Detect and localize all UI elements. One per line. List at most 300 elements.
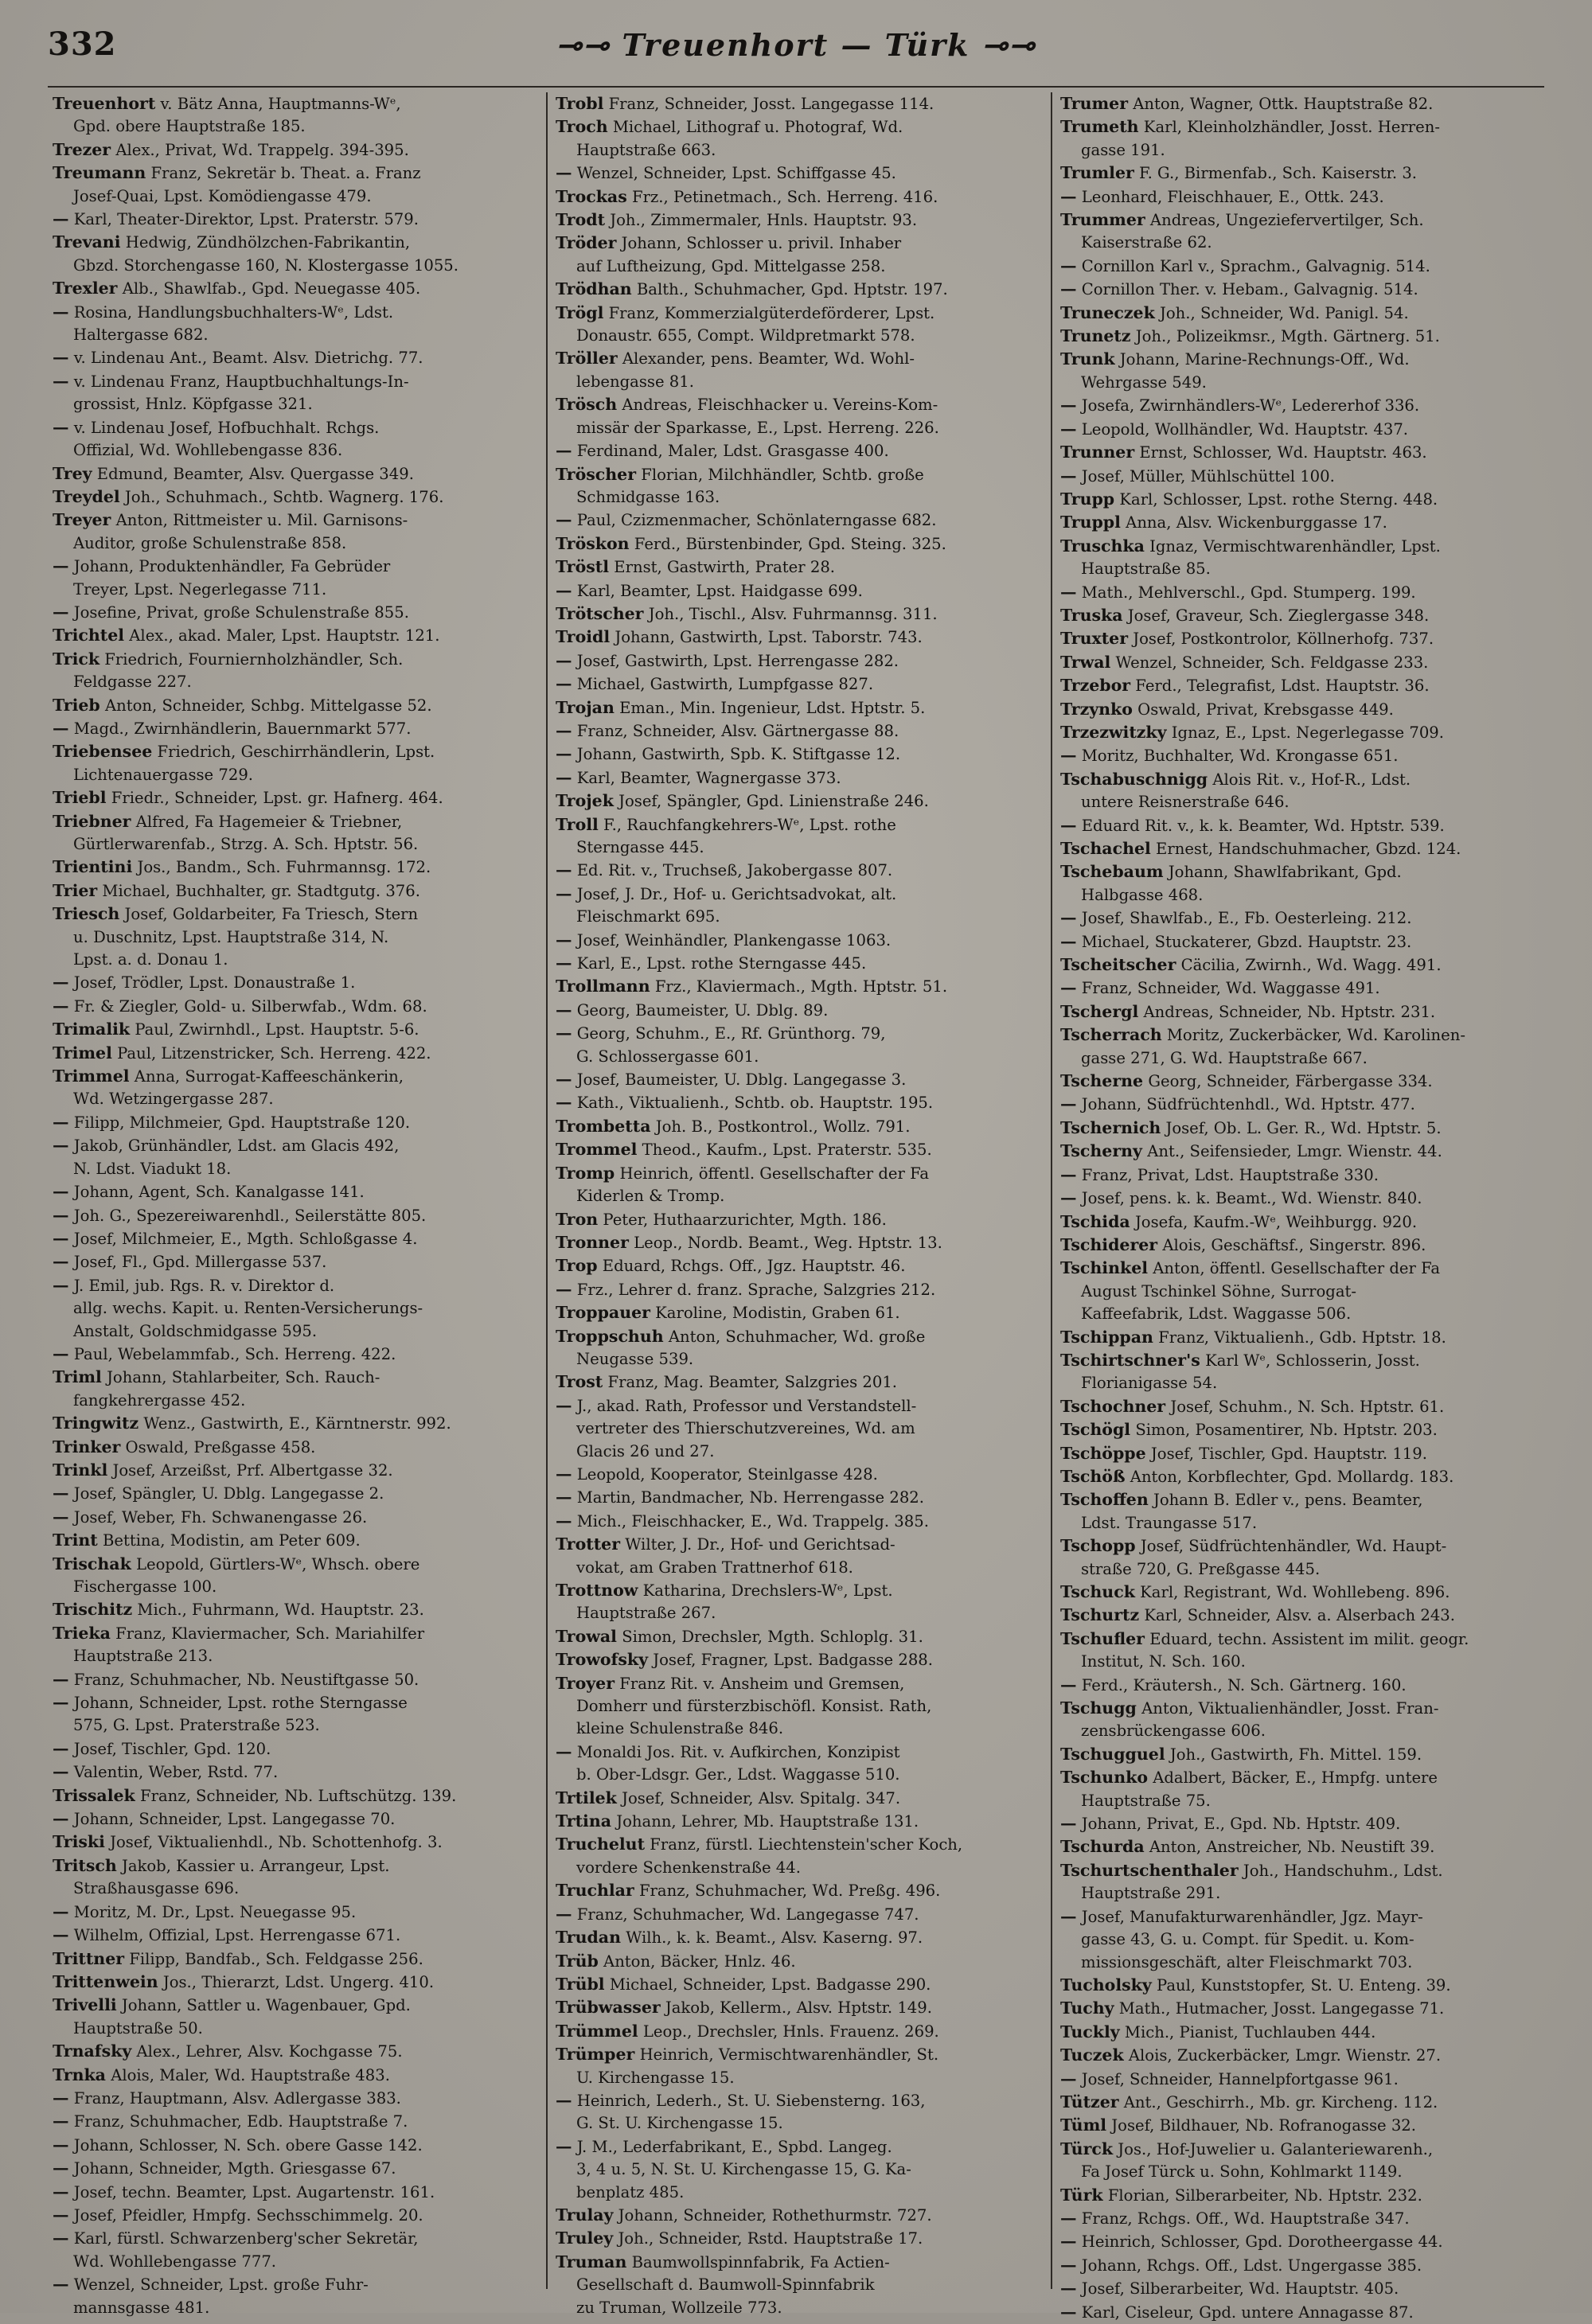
entry-surname: Trumeth — [1060, 117, 1139, 137]
directory-entry-line — [1060, 488, 1549, 511]
entry-text: Joh., Gastwirth, Fh. Mittel. 159. — [1165, 1745, 1422, 1764]
directory-entry-line — [53, 1878, 540, 1900]
directory-entry-line — [1060, 2138, 1549, 2161]
entry-surname: — — [556, 1488, 572, 1507]
entry-text: Franz, Hauptmann, Alsv. Adlergasse 383. — [68, 2088, 401, 2108]
entry-text: Franz, Schuhmacher, Nb. Neustiftgasse 50. — [68, 1670, 419, 1689]
directory-entry-line — [556, 2204, 1044, 2227]
entry-surname: Trumer — [1060, 94, 1129, 113]
entry-text: Filipp, Milchmeier, Gpd. Hauptstraße 120. — [68, 1113, 411, 1132]
entry-surname: Trint — [53, 1530, 98, 1550]
entry-surname: Truxter — [1060, 629, 1129, 649]
directory-entry-line — [53, 2110, 540, 2133]
directory-entry-line — [1060, 278, 1549, 301]
entry-surname: — — [1060, 2232, 1077, 2252]
entry-surname: Truschka — [1060, 536, 1145, 556]
entry-text: Michael, Lithograf u. Photograf, Wd. — [607, 118, 903, 137]
entry-text: Leop., Drechsler, Hnls. Frauenz. 269. — [638, 2022, 939, 2041]
directory-entry-line — [1060, 1812, 1549, 1835]
directory-entry-line — [1060, 1117, 1549, 1140]
entry-surname: Trübwasser — [556, 1998, 661, 2018]
entry-surname: Tschabuschnigg — [1060, 769, 1208, 789]
entry-text: Jos., Thierarzt, Ldst. Ungerg. 410. — [158, 1972, 435, 1991]
entry-text: Moritz, Buchhalter, Wd. Krongasse 651. — [1076, 747, 1399, 766]
directory-entry-line — [556, 1022, 1044, 1045]
directory-entry-line — [1060, 1093, 1549, 1116]
entry-surname: Trzebor — [1060, 676, 1131, 696]
entry-text: Anton, öffentl. Gesellschafter der Fa — [1148, 1259, 1441, 1278]
entry-text: Andreas, Schneider, Nb. Hptstr. 231. — [1138, 1002, 1436, 1021]
entry-text: Cäcilia, Zwirnh., Wd. Wagg. 491. — [1176, 956, 1442, 975]
directory-entry-line — [1060, 162, 1549, 185]
entry-text: G. Schlossergasse 601. — [576, 1047, 759, 1066]
entry-text: Ernst, Gastwirth, Prater 28. — [609, 558, 836, 577]
entry-surname: — — [53, 371, 69, 391]
directory-entry-line — [53, 1366, 540, 1389]
directory-entry-line — [1060, 1303, 1549, 1325]
entry-text: vordere Schenkenstraße 44. — [576, 1858, 801, 1877]
entry-surname: — — [556, 744, 572, 764]
entry-text: Josef, Weber, Fh. Schwanengasse 26. — [68, 1507, 368, 1527]
entry-text: Anna, Surrogat-Kaffeeschänkerin, — [129, 1067, 404, 1086]
entry-surname: Trotter — [556, 1534, 621, 1554]
entry-text: Monaldi Jos. Rit. v. Aufkirchen, Konzipist — [572, 1742, 900, 1761]
directory-entry-line — [1060, 744, 1549, 767]
entry-text: Johann, Schneider, Lpst. rothe Sterngasse — [68, 1694, 408, 1713]
directory-entry-line — [556, 743, 1044, 766]
entry-surname: — — [53, 2205, 69, 2225]
entry-text: Florian, Silberarbeiter, Nb. Hptstr. 232. — [1102, 2186, 1422, 2205]
directory-entry-line — [556, 509, 1044, 532]
entry-text: Heinrich, Schlosser, Gpd. Dorotheergasse 44. — [1076, 2232, 1443, 2252]
directory-entry-line — [53, 1645, 540, 1667]
entry-surname: — — [1060, 1814, 1077, 1834]
directory-entry-line — [556, 1973, 1044, 1996]
entry-text: Johann, Schneider, Rothethurmstr. 727. — [613, 2205, 932, 2225]
directory-entry-line — [53, 2064, 540, 2087]
entry-text: Anton, Schneider, Schbg. Mittelgasse 52. — [100, 696, 432, 715]
entry-text: Karl Wᵉ, Schlosserin, Josst. — [1200, 1351, 1420, 1370]
directory-entry-line — [556, 2158, 1044, 2181]
entry-text: Anna, Alsv. Wickenburggasse 17. — [1120, 513, 1387, 532]
directory-entry-line — [556, 325, 1044, 347]
entry-text: Hauptstraße 291. — [1081, 1884, 1221, 1903]
directory-entry-line — [1060, 2044, 1549, 2067]
entry-surname: Trödhan — [556, 279, 632, 299]
directory-entry-line — [1060, 92, 1549, 115]
directory-entry-line — [53, 624, 540, 647]
entry-surname: — — [556, 1000, 572, 1020]
entry-text: Anstalt, Goldschmidgasse 595. — [73, 1321, 318, 1340]
entry-surname: — — [53, 2182, 69, 2201]
directory-entry-line — [556, 836, 1044, 859]
entry-surname: — — [53, 2228, 69, 2248]
directory-entry-line — [556, 1764, 1044, 1786]
directory-entry-line — [1060, 1488, 1549, 1511]
entry-text: Florian, Milchhändler, Schtb. große — [636, 465, 924, 484]
directory-entry-line — [556, 1718, 1044, 1740]
entry-surname: Trnka — [53, 2065, 106, 2084]
directory-entry-line — [1060, 1187, 1549, 1210]
entry-text: Alois, Geschäftsf., Singerstr. 896. — [1157, 1235, 1426, 1254]
directory-entry-line — [53, 1158, 540, 1180]
entry-text: Theod., Kaufm., Lpst. Praterstr. 535. — [637, 1141, 932, 1160]
entry-text: Mich., Fleischhacker, E., Wd. Trappelg. 385. — [572, 1511, 929, 1530]
entry-text: mannsgasse 481. — [73, 2298, 210, 2317]
directory-entry-line — [556, 393, 1044, 416]
entry-surname: Tröstl — [556, 557, 610, 577]
entry-surname: Tschugg — [1060, 1698, 1137, 1718]
directory-entry-line — [53, 2040, 540, 2063]
entry-surname: — — [53, 1507, 69, 1527]
column-divider — [546, 92, 548, 2289]
directory-entry-line — [556, 1417, 1044, 1440]
directory-entry-line — [1060, 2091, 1549, 2114]
entry-surname: — — [53, 209, 69, 229]
directory-entry-line — [1060, 465, 1549, 488]
entry-text: Wilhelm, Offizial, Lpst. Herrengasse 671. — [68, 1926, 401, 1945]
directory-entry-line — [556, 649, 1044, 673]
entry-surname: — — [53, 1925, 69, 1945]
directory-entry-line — [53, 1134, 540, 1157]
entry-surname: Tschugguel — [1060, 1744, 1165, 1764]
directory-entry-line — [556, 696, 1044, 719]
directory-entry-line — [53, 1180, 540, 1203]
directory-entry-line — [1060, 2161, 1549, 2183]
entry-surname: Triebl — [53, 788, 107, 808]
entry-text: Ldst. Traungasse 517. — [1081, 1513, 1258, 1532]
entry-text: Moritz, Zuckerbäcker, Wd. Karolinen- — [1161, 1026, 1465, 1045]
entry-surname: — — [556, 441, 572, 461]
entry-surname: Tschopp — [1060, 1536, 1136, 1556]
directory-entry-line — [1060, 1558, 1549, 1581]
directory-entry-line — [1060, 1372, 1549, 1394]
entry-text: Ant., Seifensieder, Lmgr. Wienstr. 44. — [1141, 1142, 1442, 1161]
entry-text: Sterngasse 445. — [576, 838, 704, 856]
entry-text: Alex., Privat, Wd. Trappelg. 394-395. — [111, 140, 409, 159]
entry-surname: — — [556, 1464, 572, 1484]
entry-surname: Tschurda — [1060, 1837, 1145, 1857]
directory-entry-line — [1060, 2230, 1549, 2253]
entry-text: Fleischmarkt 695. — [576, 907, 720, 926]
entry-surname: Troyer — [556, 1673, 615, 1693]
directory-entry-line — [1060, 674, 1549, 697]
entry-surname: Tscheitscher — [1060, 955, 1176, 975]
directory-entry-line — [1060, 1070, 1549, 1093]
directory-entry-line — [53, 833, 540, 856]
entry-text: Alois, Zuckerbäcker, Lmgr. Wienstr. 27. — [1123, 2046, 1442, 2065]
directory-entry-line — [1060, 1697, 1549, 1720]
directory-entry-line — [53, 162, 540, 185]
directory-entry-line — [1060, 511, 1549, 534]
directory-entry-line — [556, 1857, 1044, 1879]
entry-surname: — — [556, 1395, 572, 1415]
directory-entry-line — [53, 1506, 540, 1529]
directory-entry-line — [53, 740, 540, 763]
entry-text: Anton, Korbflechter, Gpd. Mollardg. 183. — [1125, 1467, 1454, 1486]
directory-entry-line — [1060, 325, 1549, 348]
entry-surname: Treyer — [53, 510, 111, 530]
directory-entry-line — [53, 1668, 540, 1691]
directory-entry-line — [1060, 115, 1549, 138]
entry-text: Karl, Beamter, Wagnergasse 373. — [572, 768, 841, 787]
entry-surname: Tröller — [556, 349, 618, 368]
entry-text: Josef, Shawlfab., E., Fb. Oesterleing. 212. — [1076, 909, 1412, 928]
entry-surname: Trulay — [556, 2205, 614, 2225]
entry-text: gasse 271, G. Wd. Hauptstraße 667. — [1081, 1048, 1368, 1067]
entry-surname: — — [1060, 931, 1077, 951]
entry-surname: — — [53, 348, 69, 368]
directory-entry-line — [556, 1996, 1044, 2019]
entry-text: Johann, Schlosser u. privil. Inhaber — [616, 234, 902, 253]
entry-text: Franz, fürstl. Liechtenstein'scher Koch, — [645, 1835, 963, 1854]
entry-text: Bettina, Modistin, am Peter 609. — [97, 1531, 361, 1550]
directory-entry-line — [556, 790, 1044, 813]
directory-entry-line — [53, 208, 540, 231]
entry-text: vokat, am Graben Trattnerhof 618. — [576, 1558, 853, 1577]
directory-entry-line — [1060, 441, 1549, 464]
entry-text: v. Lindenau Ant., Beamt. Alsv. Dietrichg. 77. — [68, 349, 423, 368]
entry-surname: Trientini — [53, 857, 133, 877]
entry-text: Johann, Rchgs. Off., Ldst. Ungergasse 385. — [1076, 2256, 1422, 2275]
directory-entry-line — [53, 115, 540, 138]
directory-entry-line — [53, 92, 540, 115]
directory-entry-line — [1060, 721, 1549, 744]
entry-text: Johann, Marine-Rechnungs-Off., Wd. — [1114, 350, 1410, 369]
entry-text: Josef, Fl., Gpd. Millergasse 537. — [68, 1253, 327, 1272]
directory-entry-line — [53, 277, 540, 300]
entry-surname: Triebner — [53, 811, 131, 831]
entry-text: Joh., Polizeikmsr., Mgth. Gärtnerg. 51. — [1130, 327, 1440, 346]
entry-surname: Tschinkel — [1060, 1258, 1149, 1278]
entry-text: Josef, Schneider, Hannelpfortgasse 961. — [1076, 2069, 1399, 2088]
directory-entry-line — [556, 1602, 1044, 1624]
directory-entry-line — [1060, 768, 1549, 791]
entry-text: Florianigasse 54. — [1081, 1374, 1218, 1393]
directory-entry-line — [53, 2297, 540, 2319]
directory-entry-line — [1060, 1211, 1549, 1234]
entry-text: Valentin, Weber, Rstd. 77. — [68, 1763, 279, 1782]
directory-entry-line — [1060, 2068, 1549, 2091]
entry-text: Josef, Postkontrolor, Köllnerhofg. 737. — [1128, 630, 1434, 649]
entry-text: Math., Mehlverschl., Gpd. Stumperg. 199. — [1076, 583, 1416, 602]
entry-surname: Triebensee — [53, 742, 153, 762]
directory-entry-line — [1060, 2207, 1549, 2230]
entry-text: Ernst, Schlosser, Wd. Hauptstr. 463. — [1134, 443, 1427, 462]
entry-surname: Türk — [1060, 2185, 1103, 2205]
entry-surname: Trimalik — [53, 1020, 131, 1039]
entry-surname: Trischak — [53, 1554, 131, 1573]
entry-text: v. Lindenau Josef, Hofbuchhalt. Rchgs. — [68, 418, 380, 437]
directory-entry-line — [556, 929, 1044, 952]
entry-text: Alexander, pens. Beamter, Wd. Wohl- — [617, 349, 915, 368]
entry-surname: Trunetz — [1060, 326, 1131, 346]
entry-text: Paul, Webelammfab., Sch. Herreng. 422. — [68, 1344, 396, 1363]
entry-surname: Trollmann — [556, 977, 650, 996]
entry-text: Franz, Schneider, Josst. Langegasse 114. — [603, 95, 935, 113]
entry-surname: Trieb — [53, 695, 100, 715]
entry-surname: — — [53, 1762, 69, 1782]
entry-text: Hauptstraße 50. — [73, 2018, 203, 2037]
entry-surname: Trier — [53, 880, 98, 900]
entry-surname: Trupp — [1060, 489, 1115, 509]
directory-entry-line — [53, 1831, 540, 1854]
entry-text: Adalbert, Bäcker, E., Hmpfg. untere — [1148, 1768, 1438, 1788]
directory-entry-line — [556, 532, 1044, 556]
directory-entry-line — [53, 301, 540, 324]
entry-text: Josef, Spängler, Gpd. Linienstraße 246. — [613, 792, 929, 811]
entry-text: Johann, Produktenhändler, Fa Gebrüder — [68, 557, 391, 576]
entry-text: auf Luftheizung, Gpd. Mittelgasse 258. — [576, 256, 886, 275]
entry-surname: — — [1060, 1675, 1077, 1694]
entry-text: Mich., Pianist, Tuchlauben 444. — [1119, 2022, 1376, 2041]
entry-text: Alfred, Fa Hagemeier & Triebner, — [131, 812, 403, 831]
directory-entry-line — [556, 1672, 1044, 1695]
entry-surname: Trümmel — [556, 2021, 638, 2041]
directory-entry-line — [556, 417, 1044, 439]
entry-text: Friedrich, Geschirrhändlerin, Lpst. — [152, 743, 435, 762]
entry-surname: — — [556, 674, 572, 694]
entry-surname: Tschernich — [1060, 1117, 1161, 1137]
entry-text: Alois, Maler, Wd. Hauptstraße 483. — [105, 2065, 390, 2084]
entry-surname: Trimel — [53, 1043, 112, 1063]
directory-entry-line — [1060, 1465, 1549, 1488]
entry-text: Hauptstraße 663. — [576, 140, 716, 159]
entry-surname: — — [53, 2275, 69, 2295]
entry-surname: — — [556, 2136, 572, 2156]
entry-surname: — — [53, 1343, 69, 1363]
entry-text: Alois Rit. v., Hof-R., Ldst. — [1208, 770, 1411, 789]
entry-surname: — — [556, 1741, 572, 1761]
entry-text: Anton, Wagner, Ottk. Hauptstraße 82. — [1128, 95, 1434, 113]
entry-text: Ferd., Telegrafist, Ldst. Hauptstr. 36. — [1130, 677, 1430, 696]
entry-text: Michael, Gastwirth, Lumpfgasse 827. — [572, 675, 874, 694]
entry-surname: — — [53, 1252, 69, 1272]
column-divider — [1051, 92, 1052, 2289]
directory-entry-line — [1060, 1651, 1549, 1673]
entry-text: Lpst. a. d. Donau 1. — [73, 950, 228, 969]
entry-text: Auditor, große Schulenstraße 858. — [73, 533, 347, 552]
entry-text: Franz, Sekretär b. Theat. a. Franz — [146, 164, 421, 183]
directory-entry-line — [53, 949, 540, 971]
directory-entry-line — [556, 2089, 1044, 2112]
entry-text: Eduard, Rchgs. Off., Jgz. Hauptstr. 46. — [597, 1257, 906, 1276]
entry-surname: Truley — [556, 2228, 614, 2248]
entry-text: Franz, Schneider, Nb. Luftschützg. 139. — [135, 1786, 457, 1805]
directory-entry-line — [1060, 1418, 1549, 1441]
directory-entry-line — [1060, 372, 1549, 394]
entry-surname: — — [556, 163, 572, 183]
directory-entry-line — [1060, 2184, 1549, 2207]
entry-text: Rosina, Handlungsbuchhalters-Wᵉ, Ldst. — [68, 302, 394, 322]
directory-entry-line — [1060, 348, 1549, 371]
directory-entry-line — [53, 1598, 540, 1621]
directory-entry-line — [1060, 1281, 1549, 1303]
entry-text: Johann, Schneider, Lpst. Langegasse 70. — [68, 1810, 396, 1829]
entry-surname: Trögl — [556, 302, 604, 322]
entry-surname: — — [556, 1070, 572, 1090]
entry-surname: Trojek — [556, 791, 614, 811]
entry-text: Eduard Rit. v., k. k. Beamter, Wd. Hptstr. 539. — [1076, 816, 1445, 835]
entry-text: Ignaz, Vermischtwarenhändler, Lpst. — [1144, 536, 1441, 556]
entry-surname: Tritsch — [53, 1855, 117, 1875]
entry-text: Gbzd. Storchengasse 160, N. Klostergasse 1055. — [73, 255, 458, 275]
directory-entry-line — [556, 1648, 1044, 1671]
entry-surname: Trottnow — [556, 1581, 638, 1600]
entry-surname: — — [53, 1112, 69, 1132]
entry-surname: Trezer — [53, 139, 111, 159]
entry-text: Joh., Tischl., Alsv. Fuhrmannsg. 311. — [643, 604, 938, 623]
entry-text: Straßhausgasse 696. — [73, 1879, 240, 1898]
entry-text: Franz, Viktualienh., Gdb. Hptstr. 18. — [1153, 1328, 1446, 1347]
entry-text: Kaiserstraße 62. — [1081, 233, 1212, 252]
entry-text: Franz, Kommerzialgüterdeförderer, Lpst. — [603, 303, 935, 322]
entry-text: Josef, Südfrüchtenhändler, Wd. Haupt- — [1135, 1537, 1447, 1556]
directory-entry-line — [556, 2227, 1044, 2250]
entry-surname: Trop — [556, 1256, 598, 1276]
directory-entry-line — [1060, 1974, 1549, 1997]
entry-text: Halbgasse 468. — [1081, 885, 1204, 904]
entry-text: Schmidgasse 163. — [576, 487, 720, 506]
entry-surname: Tröskon — [556, 533, 630, 553]
entry-text: Josef, Schneider, Alsv. Spitalg. 347. — [616, 1788, 901, 1807]
entry-surname: — — [1060, 255, 1077, 275]
entry-text: Josef, Weinhändler, Plankengasse 1063. — [572, 930, 892, 949]
entry-text: Ignaz, E., Lpst. Negerlegasse 709. — [1166, 723, 1444, 742]
directory-entry-line — [53, 1553, 540, 1576]
directory-entry-line — [556, 2043, 1044, 2066]
directory-entry-line — [1060, 791, 1549, 813]
entry-surname: Tschögl — [1060, 1420, 1131, 1440]
directory-entry-line — [1060, 1234, 1549, 1257]
entry-text: lebengasse 81. — [576, 372, 694, 391]
directory-entry-line — [556, 278, 1044, 301]
directory-entry-line — [53, 1971, 540, 1994]
entry-surname: Troch — [556, 117, 608, 137]
directory-entry-line — [1060, 907, 1549, 930]
entry-text: Josef, Gastwirth, Lpst. Herrengasse 282. — [572, 651, 899, 670]
entry-surname: Trudan — [556, 1928, 621, 1948]
entry-text: Peter, Huthaarzurichter, Mgth. 186. — [598, 1210, 887, 1229]
entry-surname: Trissalek — [53, 1785, 135, 1805]
directory-entry-line — [556, 2020, 1044, 2043]
entry-text: Josef, Ob. L. Ger. R., Wd. Hptstr. 5. — [1161, 1118, 1442, 1137]
entry-surname: Tschoffen — [1060, 1490, 1149, 1510]
entry-surname: Triml — [53, 1367, 102, 1387]
entry-text: Offizial, Wd. Wohllebengasse 836. — [73, 441, 343, 460]
entry-text: Joh., Schuhmach., Schtb. Wagnerg. 176. — [119, 487, 444, 506]
entry-surname: Tuczek — [1060, 2045, 1124, 2065]
entry-text: Hauptstraße 75. — [1081, 1791, 1211, 1810]
entry-surname: Tschurtschenthaler — [1060, 1860, 1239, 1880]
directory-entry-line — [53, 1948, 540, 1971]
directory-entry-line — [556, 556, 1044, 579]
entry-surname: — — [1060, 279, 1077, 299]
entry-text: b. Ober-Ldsgr. Ger., Ldst. Waggasse 510. — [576, 1765, 900, 1784]
entry-text: Math., Hutmacher, Josst. Langegasse 71. — [1114, 1999, 1445, 2018]
directory-entry-line — [53, 694, 540, 717]
entry-text: Jos., Hof-Juwelier u. Galanteriewarenh., — [1113, 2139, 1434, 2158]
entry-surname: Tschergl — [1060, 1001, 1139, 1021]
directory-entry-line — [556, 1394, 1044, 1417]
entry-surname: Treumann — [53, 163, 146, 183]
directory-entry-line — [53, 1320, 540, 1343]
directory-entry-line — [53, 926, 540, 949]
directory-entry-line — [556, 162, 1044, 185]
entry-surname: Trieka — [53, 1623, 111, 1643]
column-1 — [53, 92, 540, 2317]
entry-surname: Tromp — [556, 1163, 615, 1183]
